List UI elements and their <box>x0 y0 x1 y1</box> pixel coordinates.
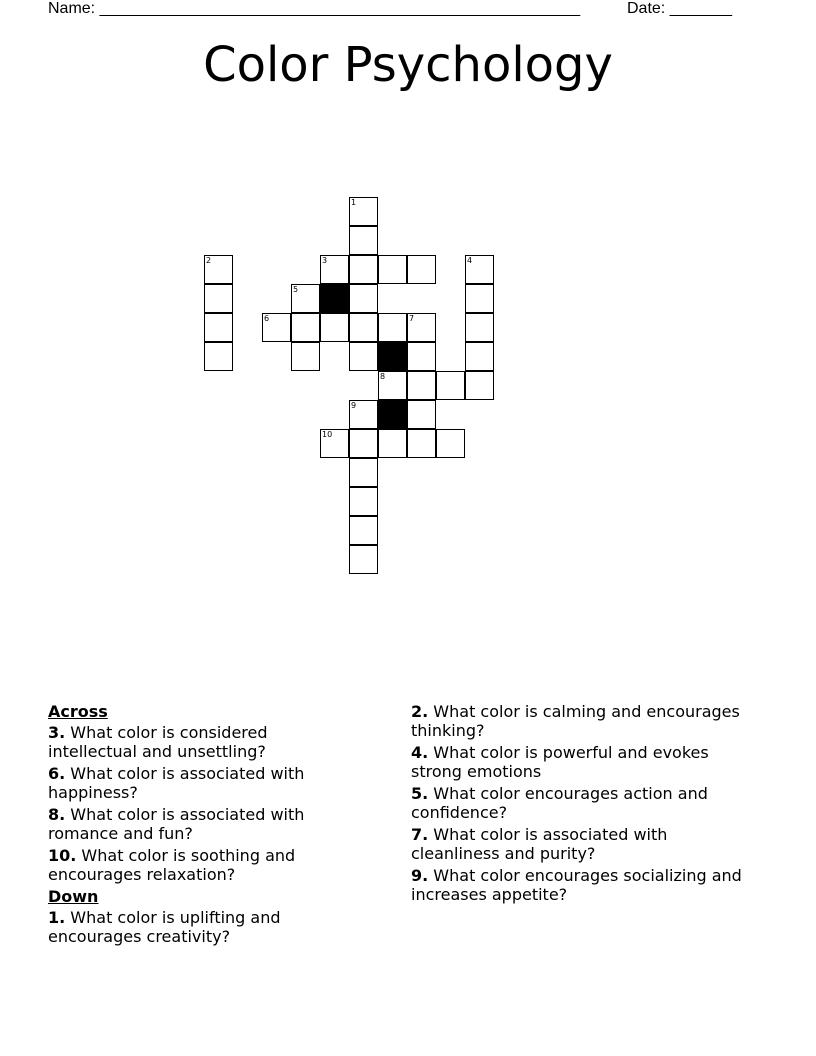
grid-cell[interactable] <box>407 313 436 342</box>
cell-number: 3 <box>322 256 328 265</box>
cell-number: 2 <box>206 256 212 265</box>
clue-number: 4. <box>411 743 429 762</box>
clue-text: What color is associated with happiness? <box>48 764 305 802</box>
clue-text: What color is soothing and encourages relaxation? <box>48 846 296 884</box>
grid-cell[interactable] <box>407 371 436 400</box>
grid-cell[interactable] <box>349 458 378 487</box>
cell-number: 10 <box>322 430 333 439</box>
clue-text: What color is considered intellectual and unsettling? <box>48 723 268 761</box>
grid-cell[interactable] <box>349 487 378 516</box>
grid-cell[interactable] <box>291 342 320 371</box>
grid-cell[interactable] <box>320 429 349 458</box>
grid-cell[interactable] <box>349 516 378 545</box>
grid-cell[interactable] <box>262 313 291 342</box>
grid-cell[interactable] <box>407 400 436 429</box>
grid-cell[interactable] <box>320 255 349 284</box>
clue-number: 2. <box>411 702 429 721</box>
grid-cell[interactable] <box>378 313 407 342</box>
clue-text: What color is associated with romance and fun? <box>48 805 305 843</box>
clue-down-1 <box>48 908 348 946</box>
grid-cell[interactable] <box>204 284 233 313</box>
clue-down-9 <box>411 866 751 904</box>
grid-cell[interactable] <box>349 197 378 226</box>
clue-number: 10. <box>48 846 77 865</box>
clue-down-2 <box>411 702 751 740</box>
grid-cell[interactable] <box>349 400 378 429</box>
cell-number: 8 <box>380 372 386 381</box>
clue-text: What color encourages action and confidence? <box>411 784 708 822</box>
clues-right-column <box>411 702 751 907</box>
cell-number: 9 <box>351 401 357 410</box>
grid-cell[interactable] <box>378 429 407 458</box>
clue-number: 1. <box>48 908 66 927</box>
cell-number: 6 <box>264 314 270 323</box>
clue-text: What color is powerful and evokes strong emotions <box>411 743 709 781</box>
clue-text: What color is calming and encourages thinking? <box>411 702 740 740</box>
grid-cell[interactable] <box>291 313 320 342</box>
clue-text: What color is associated with cleanliness and purity? <box>411 825 668 863</box>
grid-cell[interactable] <box>349 545 378 574</box>
grid-cell[interactable] <box>349 429 378 458</box>
grid-cell[interactable] <box>407 429 436 458</box>
grid-cell[interactable] <box>465 255 494 284</box>
grid-cell[interactable] <box>204 342 233 371</box>
grid-cell[interactable] <box>378 371 407 400</box>
clue-number: 5. <box>411 784 429 803</box>
grid-cell[interactable] <box>204 255 233 284</box>
grid-cell[interactable] <box>291 284 320 313</box>
clue-number: 8. <box>48 805 66 824</box>
grid-cell[interactable] <box>465 371 494 400</box>
grid-cell[interactable] <box>407 255 436 284</box>
grid-cell[interactable] <box>349 284 378 313</box>
clue-number: 3. <box>48 723 66 742</box>
grid-cell[interactable] <box>320 313 349 342</box>
clue-down-5 <box>411 784 751 822</box>
grid-block-cell <box>378 400 407 429</box>
clue-across-6 <box>48 764 348 802</box>
page-title: Color Psychology <box>203 37 613 93</box>
clue-number: 9. <box>411 866 429 885</box>
grid-block-cell <box>378 342 407 371</box>
clue-across-10 <box>48 846 348 884</box>
grid-cell[interactable] <box>349 313 378 342</box>
down-heading: Down <box>48 887 99 906</box>
clue-across-3 <box>48 723 348 761</box>
clue-number: 7. <box>411 825 429 844</box>
clues-left-column <box>48 702 348 949</box>
grid-cell[interactable] <box>465 342 494 371</box>
name-field-label: Name: ______________________________________________________ <box>48 0 581 17</box>
grid-cell[interactable] <box>378 255 407 284</box>
across-heading: Across <box>48 702 108 721</box>
grid-block-cell <box>320 284 349 313</box>
grid-cell[interactable] <box>436 429 465 458</box>
grid-cell[interactable] <box>465 284 494 313</box>
clue-number: 6. <box>48 764 66 783</box>
grid-cell[interactable] <box>436 371 465 400</box>
clue-text: What color is uplifting and encourages creativity? <box>48 908 281 946</box>
clue-down-4 <box>411 743 751 781</box>
grid-cell[interactable] <box>349 255 378 284</box>
grid-cell[interactable] <box>349 342 378 371</box>
cell-number: 5 <box>293 285 299 294</box>
clue-across-8 <box>48 805 348 843</box>
date-field-label: Date: _______ <box>627 0 732 17</box>
grid-cell[interactable] <box>465 313 494 342</box>
grid-cell[interactable] <box>407 342 436 371</box>
grid-cell[interactable] <box>349 226 378 255</box>
cell-number: 7 <box>409 314 415 323</box>
clue-down-7 <box>411 825 751 863</box>
cell-number: 4 <box>467 256 473 265</box>
cell-number: 1 <box>351 198 357 207</box>
clue-text: What color encourages socializing and increases appetite? <box>411 866 742 904</box>
grid-cell[interactable] <box>204 313 233 342</box>
